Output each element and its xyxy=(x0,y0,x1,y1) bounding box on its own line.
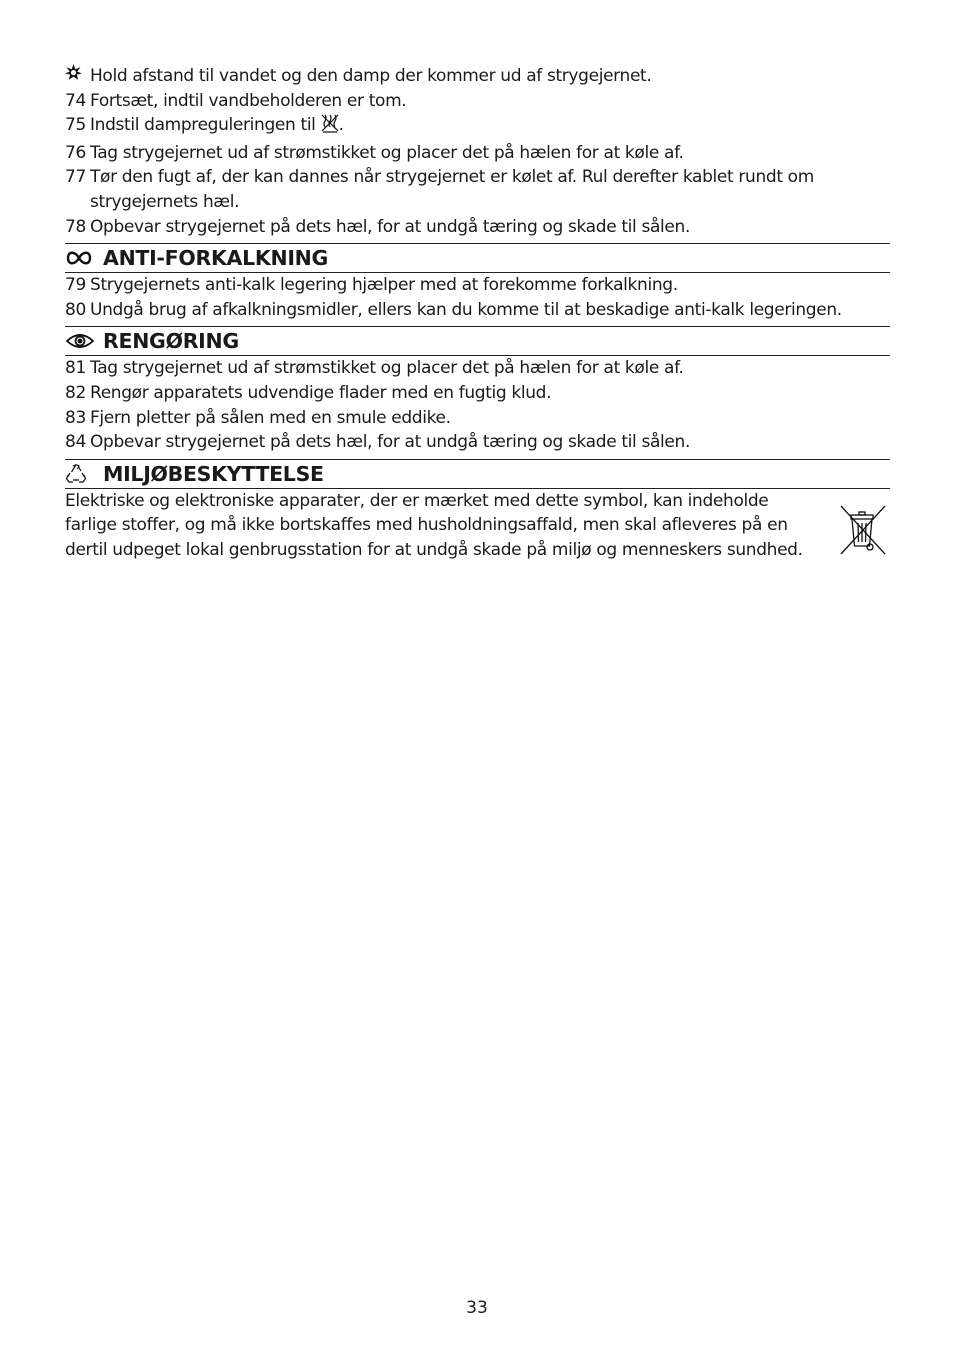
list-item xyxy=(65,430,890,455)
warning-text: Hold afstand til vandet og den damp der kommer ud af strygejernet. xyxy=(90,66,652,86)
section-header-environment xyxy=(65,459,890,489)
warning-line xyxy=(65,64,890,89)
list-item xyxy=(65,141,890,166)
item-text: Undgå brug af afkalkningsmidler, ellers kan du komme til at beskadige anti-kalk legeringen. xyxy=(90,299,842,320)
paragraph-line: dertil udpeget lokal genbrugsstation for at undgå skade på miljø og menneskers sundhed. xyxy=(65,539,803,560)
item-number: 76 xyxy=(65,142,86,163)
no-steam-icon xyxy=(321,113,339,141)
item-number: 80 xyxy=(65,299,86,320)
crossed-out-bin-icon xyxy=(837,502,889,562)
item-number: 77 xyxy=(65,167,86,188)
item-text-end: . xyxy=(338,115,344,136)
section-title: MILJØBESKYTTELSE xyxy=(103,461,324,486)
item-text: Opbevar strygejernet på dets hæl, for at undgå tæring og skade til sålen. xyxy=(90,432,691,453)
list-item xyxy=(65,406,890,431)
environment-paragraph xyxy=(65,489,850,563)
item-number: 74 xyxy=(65,90,86,111)
section-title: RENGØRING xyxy=(103,329,239,354)
item-text: Opbevar strygejernet på dets hæl, for at undgå tæring og skade til sålen. xyxy=(90,216,691,237)
item-text: Tør den fugt af, der kan dannes når strygejernet er kølet af. Rul derefter kablet rundt om xyxy=(90,167,814,188)
list-item xyxy=(65,165,890,190)
paragraph-line: farlige stoffer, og må ikke bortskaffes med husholdningsaffald, men skal afleveres på en xyxy=(65,515,788,536)
infinity-icon xyxy=(65,250,103,266)
list-item xyxy=(65,273,890,298)
section-header-anti-calc xyxy=(65,243,890,273)
item-number: 82 xyxy=(65,382,86,403)
list-item xyxy=(65,356,890,381)
item-text: Fjern pletter på sålen med en smule eddike. xyxy=(90,407,451,428)
item-text: Tag strygejernet ud af strømstikket og placer det på hælen for at køle af. xyxy=(90,142,684,163)
paragraph-line: Elektriske og elektroniske apparater, der er mærket med dette symbol, kan indeholde xyxy=(65,490,769,511)
section-title: ANTI-FORKALKNING xyxy=(103,246,329,271)
item-text: Indstil dampreguleringen til xyxy=(90,115,316,136)
eye-icon xyxy=(65,332,103,350)
item-number: 78 xyxy=(65,216,86,237)
item-number: 75 xyxy=(65,115,86,136)
list-item xyxy=(65,381,890,406)
recycle-icon xyxy=(65,464,103,484)
list-item-continuation: strygejernets hæl. xyxy=(90,191,240,212)
list-item xyxy=(65,215,890,240)
section-header-cleaning xyxy=(65,326,890,356)
item-number: 81 xyxy=(65,358,86,379)
item-number: 79 xyxy=(65,275,86,296)
manual-page xyxy=(65,64,890,563)
list-item xyxy=(65,298,890,323)
item-number: 83 xyxy=(65,407,86,428)
item-text: Tag strygejernet ud af strømstikket og placer det på hælen for at køle af. xyxy=(90,358,684,379)
item-number: 84 xyxy=(65,432,86,453)
warning-burst-icon xyxy=(65,64,90,89)
list-item xyxy=(65,113,890,141)
item-text: Rengør apparatets udvendige flader med en fugtig klud. xyxy=(90,382,552,403)
item-text: Strygejernets anti-kalk legering hjælper med at forekomme forkalkning. xyxy=(90,275,678,296)
page-number: 33 xyxy=(466,1298,488,1318)
item-text: Fortsæt, indtil vandbeholderen er tom. xyxy=(90,90,407,111)
list-item xyxy=(65,89,890,114)
